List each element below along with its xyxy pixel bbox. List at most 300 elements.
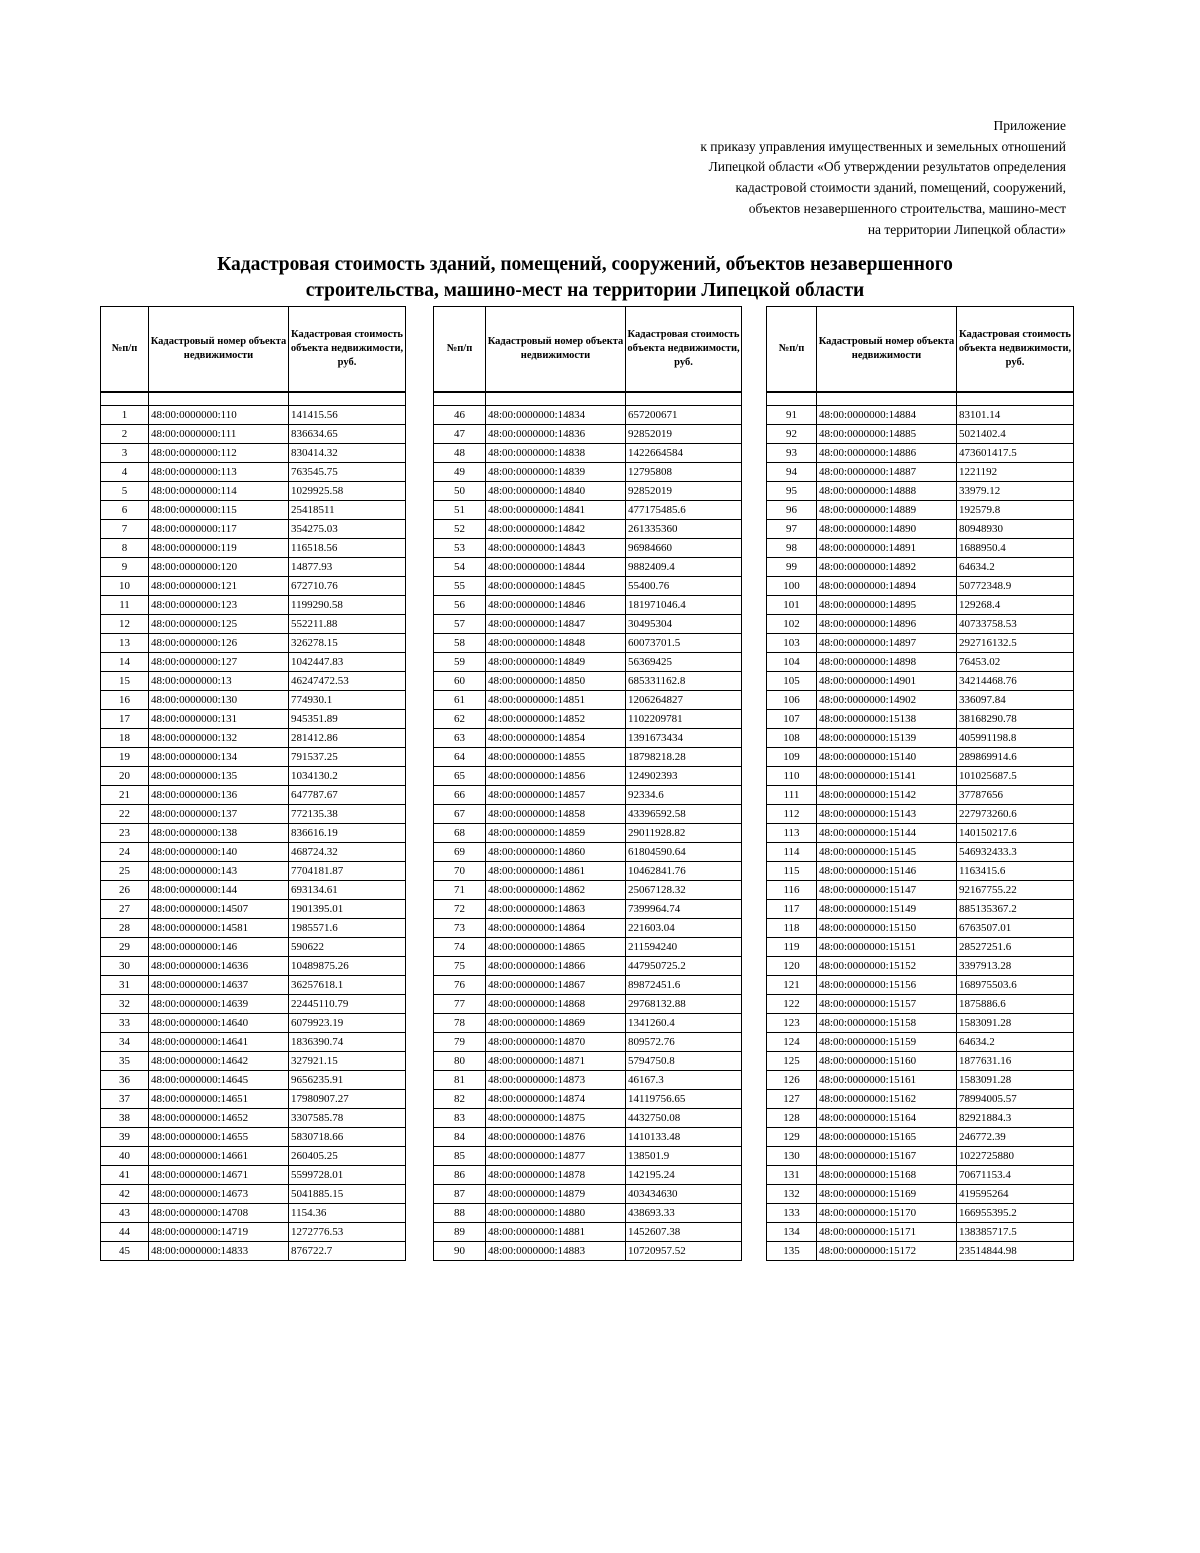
cadastral-number: 48:00:0000000:14852 [486,710,626,729]
table-row [434,881,742,900]
table-row [767,425,1074,444]
cadastral-value: 468724.32 [289,843,406,862]
table-row [767,1242,1074,1261]
row-number: 77 [434,995,486,1014]
cadastral-value: 5021402.4 [957,425,1074,444]
cadastral-number: 48:00:0000000:14864 [486,919,626,938]
table-row [767,995,1074,1014]
cadastral-value: 78994005.57 [957,1090,1074,1109]
table-row [767,558,1074,577]
cadastral-number: 48:00:0000000:14858 [486,805,626,824]
table-row [434,1071,742,1090]
row-number: 14 [101,653,149,672]
row-number: 76 [434,976,486,995]
table-row [434,463,742,482]
row-number: 81 [434,1071,486,1090]
table-row [101,1223,406,1242]
row-number: 89 [434,1223,486,1242]
table-row [101,881,406,900]
cadastral-number: 48:00:0000000:14895 [817,596,957,615]
cadastral-number: 48:00:0000000:112 [149,444,289,463]
cadastral-number: 48:00:0000000:14891 [817,539,957,558]
table-row [434,482,742,501]
row-number: 65 [434,767,486,786]
cadastral-number: 48:00:0000000:14879 [486,1185,626,1204]
table-row [767,634,1074,653]
cadastral-value: 1022725880 [957,1147,1074,1166]
row-number: 84 [434,1128,486,1147]
row-number: 78 [434,1014,486,1033]
table-row [101,995,406,1014]
cadastral-value: 836634.65 [289,425,406,444]
cadastral-value: 18798218.28 [626,748,742,767]
cadastral-value: 336097.84 [957,691,1074,710]
table-row [101,824,406,843]
header-num: №п/п [101,307,149,393]
table-row [767,957,1074,976]
row-number: 134 [767,1223,817,1242]
cadastral-value: 36257618.1 [289,976,406,995]
table-row [434,539,742,558]
cadastral-value: 37787656 [957,786,1074,805]
table-row [767,843,1074,862]
cadastral-value: 774930.1 [289,691,406,710]
cadastral-number: 48:00:0000000:14661 [149,1147,289,1166]
cadastral-number: 48:00:0000000:15144 [817,824,957,843]
cadastral-number: 48:00:0000000:15145 [817,843,957,862]
row-number: 20 [101,767,149,786]
table-row [101,653,406,672]
table-row [767,1185,1074,1204]
cadastral-number: 48:00:0000000:137 [149,805,289,824]
row-number: 100 [767,577,817,596]
cadastral-number: 48:00:0000000:15142 [817,786,957,805]
row-number: 50 [434,482,486,501]
row-number: 35 [101,1052,149,1071]
cadastral-number: 48:00:0000000:14868 [486,995,626,1014]
cadastral-value: 1102209781 [626,710,742,729]
cadastral-value: 1391673434 [626,729,742,748]
cadastral-value: 403434630 [626,1185,742,1204]
table-row [767,1147,1074,1166]
row-number: 7 [101,520,149,539]
row-number: 118 [767,919,817,938]
row-number: 72 [434,900,486,919]
cadastral-number: 48:00:0000000:14719 [149,1223,289,1242]
cadastral-value: 141415.56 [289,406,406,425]
cadastral-number: 48:00:0000000:14885 [817,425,957,444]
cadastral-number: 48:00:0000000:14671 [149,1166,289,1185]
cadastral-number: 48:00:0000000:15152 [817,957,957,976]
row-number: 61 [434,691,486,710]
cadastral-number: 48:00:0000000:14869 [486,1014,626,1033]
cadastral-value: 763545.75 [289,463,406,482]
cadastral-value: 181971046.4 [626,596,742,615]
cadastral-value: 1422664584 [626,444,742,463]
cadastral-number: 48:00:0000000:15162 [817,1090,957,1109]
appendix-line: на территории Липецкой области» [867,221,1066,237]
cadastral-number: 48:00:0000000:14862 [486,881,626,900]
table-row [434,691,742,710]
row-number: 133 [767,1204,817,1223]
cadastral-number: 48:00:0000000:14866 [486,957,626,976]
cadastral-value: 22445110.79 [289,995,406,1014]
cadastral-value: 46247472.53 [289,672,406,691]
cadastral-number: 48:00:0000000:14640 [149,1014,289,1033]
table-row [101,767,406,786]
cadastral-value: 1688950.4 [957,539,1074,558]
row-number: 90 [434,1242,486,1261]
row-number: 13 [101,634,149,653]
table-row [767,406,1074,425]
row-number: 125 [767,1052,817,1071]
cadastral-value: 168975503.6 [957,976,1074,995]
table-row [434,577,742,596]
cadastral-value: 192579.8 [957,501,1074,520]
cadastral-number: 48:00:0000000:14873 [486,1071,626,1090]
spacer-cell [817,392,957,406]
table-row [101,786,406,805]
row-number: 112 [767,805,817,824]
cadastral-value: 227973260.6 [957,805,1074,824]
cadastral-value: 1410133.48 [626,1128,742,1147]
table-row [101,957,406,976]
row-number: 5 [101,482,149,501]
cadastral-number: 48:00:0000000:14876 [486,1128,626,1147]
row-number: 110 [767,767,817,786]
table-row [101,615,406,634]
cadastral-number: 48:00:0000000:14843 [486,539,626,558]
cadastral-number: 48:00:0000000:14581 [149,919,289,938]
cadastral-number: 48:00:0000000:15143 [817,805,957,824]
cadastral-number: 48:00:0000000:15169 [817,1185,957,1204]
table-row [767,653,1074,672]
cadastral-value: 1875886.6 [957,995,1074,1014]
table-row [101,406,406,425]
cadastral-number: 48:00:0000000:14889 [817,501,957,520]
row-number: 3 [101,444,149,463]
cadastral-number: 48:00:0000000:14651 [149,1090,289,1109]
row-number: 25 [101,862,149,881]
row-number: 68 [434,824,486,843]
cadastral-number: 48:00:0000000:14896 [817,615,957,634]
cadastral-value: 96984660 [626,539,742,558]
cadastral-number: 48:00:0000000:119 [149,539,289,558]
cadastral-value: 292716132.5 [957,634,1074,653]
table-row [767,1128,1074,1147]
cadastral-value: 56369425 [626,653,742,672]
cadastral-value: 830414.32 [289,444,406,463]
cadastral-number: 48:00:0000000:111 [149,425,289,444]
cadastral-value: 885135367.2 [957,900,1074,919]
table-row [434,938,742,957]
row-number: 127 [767,1090,817,1109]
cadastral-value: 92334.6 [626,786,742,805]
row-number: 98 [767,539,817,558]
cadastral-number: 48:00:0000000:140 [149,843,289,862]
cadastral-number: 48:00:0000000:121 [149,577,289,596]
row-number: 18 [101,729,149,748]
cadastral-number: 48:00:0000000:14867 [486,976,626,995]
row-number: 92 [767,425,817,444]
cadastral-number: 48:00:0000000:14833 [149,1242,289,1261]
cadastral-number: 48:00:0000000:15141 [817,767,957,786]
table-row [434,520,742,539]
cadastral-value: 9656235.91 [289,1071,406,1090]
row-number: 52 [434,520,486,539]
cadastral-value: 1221192 [957,463,1074,482]
cadastral-value: 43396592.58 [626,805,742,824]
table-row [434,558,742,577]
cadastral-number: 48:00:0000000:14856 [486,767,626,786]
cadastral-number: 48:00:0000000:15157 [817,995,957,1014]
row-number: 21 [101,786,149,805]
cadastral-value: 1154.36 [289,1204,406,1223]
cadastral-value: 60073701.5 [626,634,742,653]
cadastral-number: 48:00:0000000:14636 [149,957,289,976]
appendix-line: Приложение [993,118,1066,133]
row-number: 55 [434,577,486,596]
cadastral-number: 48:00:0000000:14898 [817,653,957,672]
table-row [101,710,406,729]
table-row [767,938,1074,957]
row-number: 37 [101,1090,149,1109]
row-number: 34 [101,1033,149,1052]
cadastral-value: 791537.25 [289,748,406,767]
cadastral-number: 48:00:0000000:115 [149,501,289,520]
cadastral-table-3 [766,306,1074,1261]
cadastral-number: 48:00:0000000:14849 [486,653,626,672]
cadastral-number: 48:00:0000000:14881 [486,1223,626,1242]
row-number: 4 [101,463,149,482]
appendix-line: Липецкой области «Об утверждении результатов определения [708,159,1066,175]
table-row [101,672,406,691]
row-number: 11 [101,596,149,615]
row-number: 66 [434,786,486,805]
cadastral-number: 48:00:0000000:14877 [486,1147,626,1166]
cadastral-number: 48:00:0000000:13 [149,672,289,691]
cadastral-number: 48:00:0000000:15165 [817,1128,957,1147]
header-num: №п/п [767,307,817,393]
cadastral-value: 836616.19 [289,824,406,843]
cadastral-number: 48:00:0000000:146 [149,938,289,957]
cadastral-value: 1583091.28 [957,1071,1074,1090]
table-row [434,1052,742,1071]
row-number: 67 [434,805,486,824]
cadastral-number: 48:00:0000000:144 [149,881,289,900]
cadastral-value: 1199290.58 [289,596,406,615]
table-row [101,596,406,615]
row-number: 96 [767,501,817,520]
table-row [101,938,406,957]
cadastral-value: 327921.15 [289,1052,406,1071]
row-number: 106 [767,691,817,710]
cadastral-number: 48:00:0000000:14855 [486,748,626,767]
cadastral-number: 48:00:0000000:14841 [486,501,626,520]
cadastral-number: 48:00:0000000:14888 [817,482,957,501]
row-number: 88 [434,1204,486,1223]
table-row [101,634,406,653]
row-number: 95 [767,482,817,501]
table-row [434,672,742,691]
cadastral-number: 48:00:0000000:114 [149,482,289,501]
row-number: 122 [767,995,817,1014]
cadastral-number: 48:00:0000000:15172 [817,1242,957,1261]
cadastral-value: 80948930 [957,520,1074,539]
row-number: 111 [767,786,817,805]
cadastral-number: 48:00:0000000:136 [149,786,289,805]
cadastral-value: 552211.88 [289,615,406,634]
cadastral-value: 1901395.01 [289,900,406,919]
table-row [767,672,1074,691]
cadastral-value: 33979.12 [957,482,1074,501]
table-row [434,1128,742,1147]
cadastral-number: 48:00:0000000:14847 [486,615,626,634]
cadastral-number: 48:00:0000000:14854 [486,729,626,748]
cadastral-number: 48:00:0000000:15149 [817,900,957,919]
table-row [101,425,406,444]
row-number: 131 [767,1166,817,1185]
row-number: 1 [101,406,149,425]
row-number: 53 [434,539,486,558]
row-number: 105 [767,672,817,691]
cadastral-number: 48:00:0000000:14850 [486,672,626,691]
cadastral-value: 447950725.2 [626,957,742,976]
cadastral-number: 48:00:0000000:14839 [486,463,626,482]
cadastral-value: 7704181.87 [289,862,406,881]
cadastral-number: 48:00:0000000:125 [149,615,289,634]
row-number: 31 [101,976,149,995]
row-number: 116 [767,881,817,900]
table-row [767,1109,1074,1128]
table-row [767,691,1074,710]
table-row [767,444,1074,463]
cadastral-value: 124902393 [626,767,742,786]
cadastral-value: 9882409.4 [626,558,742,577]
cadastral-number: 48:00:0000000:14836 [486,425,626,444]
row-number: 113 [767,824,817,843]
row-number: 117 [767,900,817,919]
row-number: 83 [434,1109,486,1128]
cadastral-number: 48:00:0000000:14902 [817,691,957,710]
cadastral-value: 166955395.2 [957,1204,1074,1223]
cadastral-number: 48:00:0000000:120 [149,558,289,577]
row-number: 39 [101,1128,149,1147]
spacer-cell [149,392,289,406]
row-number: 87 [434,1185,486,1204]
row-number: 101 [767,596,817,615]
cadastral-number: 48:00:0000000:14878 [486,1166,626,1185]
table-row [434,1204,742,1223]
cadastral-value: 1341260.4 [626,1014,742,1033]
cadastral-value: 70671153.4 [957,1166,1074,1185]
cadastral-value: 876722.7 [289,1242,406,1261]
row-number: 91 [767,406,817,425]
cadastral-number: 48:00:0000000:113 [149,463,289,482]
cadastral-value: 116518.56 [289,539,406,558]
row-number: 130 [767,1147,817,1166]
cadastral-number: 48:00:0000000:14838 [486,444,626,463]
table-row [767,786,1074,805]
row-number: 70 [434,862,486,881]
row-number: 97 [767,520,817,539]
row-number: 17 [101,710,149,729]
cadastral-value: 92852019 [626,482,742,501]
row-number: 29 [101,938,149,957]
cadastral-value: 5599728.01 [289,1166,406,1185]
row-number: 9 [101,558,149,577]
table-row [434,805,742,824]
table-row [101,577,406,596]
row-number: 74 [434,938,486,957]
cadastral-number: 48:00:0000000:15160 [817,1052,957,1071]
row-number: 115 [767,862,817,881]
cadastral-number: 48:00:0000000:15138 [817,710,957,729]
cadastral-number: 48:00:0000000:14840 [486,482,626,501]
cadastral-number: 48:00:0000000:15139 [817,729,957,748]
row-number: 54 [434,558,486,577]
table-row [767,520,1074,539]
cadastral-value: 46167.3 [626,1071,742,1090]
cadastral-number: 48:00:0000000:15161 [817,1071,957,1090]
cadastral-value: 405991198.8 [957,729,1074,748]
row-number: 22 [101,805,149,824]
row-number: 123 [767,1014,817,1033]
spacer-cell [957,392,1074,406]
cadastral-number: 48:00:0000000:110 [149,406,289,425]
table-row [101,482,406,501]
table-row [434,919,742,938]
cadastral-value: 1452607.38 [626,1223,742,1242]
row-number: 57 [434,615,486,634]
cadastral-value: 657200671 [626,406,742,425]
cadastral-number: 48:00:0000000:15171 [817,1223,957,1242]
table-row [767,824,1074,843]
row-number: 85 [434,1147,486,1166]
cadastral-value: 246772.39 [957,1128,1074,1147]
cadastral-value: 10462841.76 [626,862,742,881]
table-row [434,995,742,1014]
row-number: 6 [101,501,149,520]
header-cadastral-number: Кадастровый номер объекта недвижимости [486,307,626,393]
cadastral-number: 48:00:0000000:14637 [149,976,289,995]
table-row [101,1204,406,1223]
row-number: 86 [434,1166,486,1185]
row-number: 44 [101,1223,149,1242]
cadastral-value: 546932433.3 [957,843,1074,862]
row-number: 73 [434,919,486,938]
row-number: 126 [767,1071,817,1090]
cadastral-value: 14119756.65 [626,1090,742,1109]
row-number: 43 [101,1204,149,1223]
row-number: 58 [434,634,486,653]
cadastral-value: 92852019 [626,425,742,444]
row-number: 79 [434,1033,486,1052]
table-row [767,976,1074,995]
cadastral-number: 48:00:0000000:14641 [149,1033,289,1052]
row-number: 45 [101,1242,149,1261]
cadastral-number: 48:00:0000000:15170 [817,1204,957,1223]
row-number: 94 [767,463,817,482]
cadastral-number: 48:00:0000000:138 [149,824,289,843]
table-row [101,1185,406,1204]
table-row [767,862,1074,881]
table-row [434,615,742,634]
row-number: 63 [434,729,486,748]
row-number: 24 [101,843,149,862]
table-row [434,1166,742,1185]
row-number: 47 [434,425,486,444]
